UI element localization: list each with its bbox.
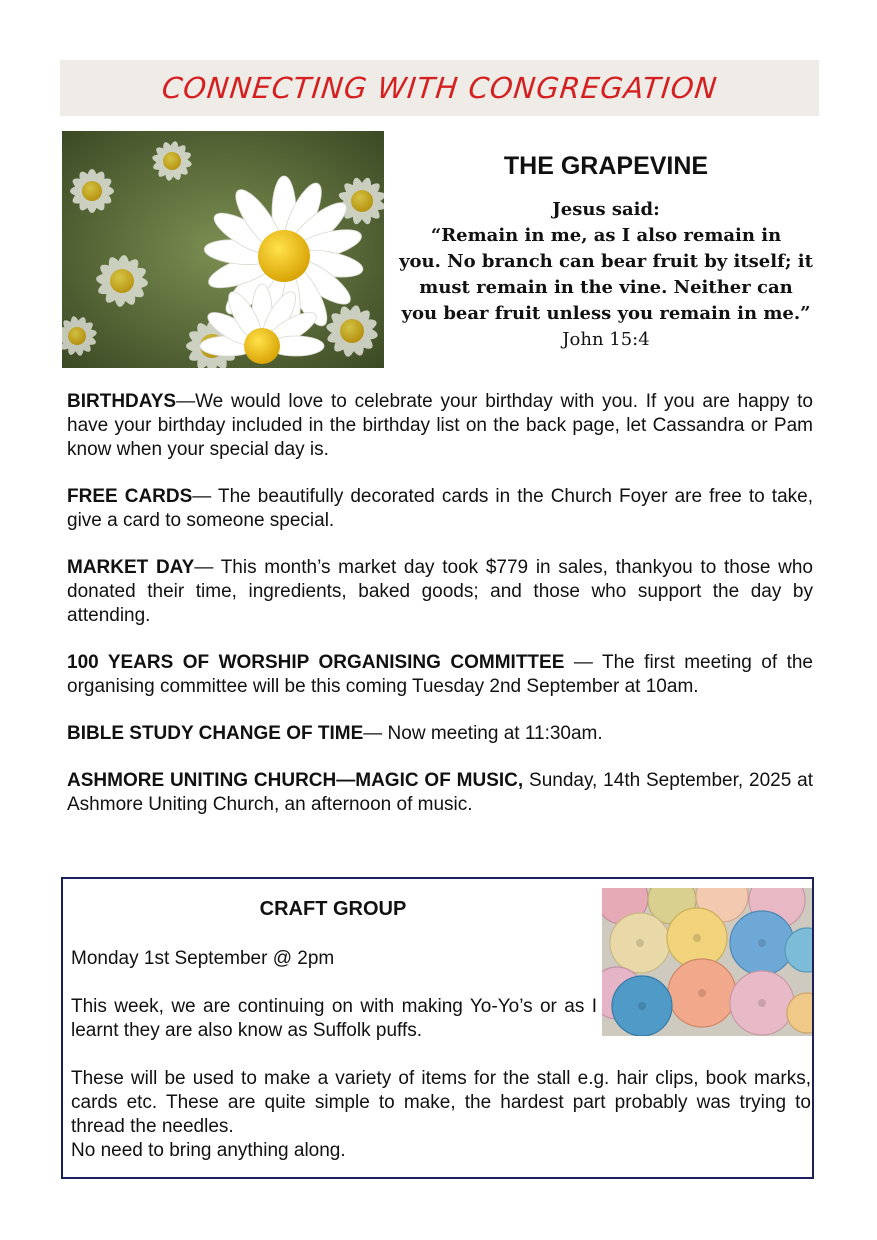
grapevine-section: [396, 148, 816, 353]
craft-group-box: [61, 877, 814, 1179]
craft-body: [71, 947, 811, 1163]
notice-body: — This month’s market day took $779 in sales, thankyou to those who donated their time, ingredients, baked goods; and those who support the day by attending.: [67, 557, 813, 626]
grapevine-title: THE GRAPEVINE: [503, 152, 709, 180]
notice-body: — The first meeting of the organising committee will be this coming Tuesday 2nd September at 10am.: [67, 652, 814, 697]
verse-line: must remain in the vine. Neither can: [419, 277, 793, 298]
verse-reference: John 15:4: [562, 329, 650, 350]
notice-worship-committee: [67, 651, 813, 699]
notice-heading: BIRTHDAYS: [67, 391, 177, 412]
notice-market-day: [67, 556, 813, 628]
verse-line: you. No branch can bear fruit by itself; it: [399, 251, 813, 272]
notice-birthdays: [67, 390, 813, 462]
craft-paragraph: No need to bring anything along.: [71, 1140, 346, 1161]
header-banner: [60, 60, 819, 116]
notice-heading: 100 YEARS OF WORSHIP ORGANISING COMMITTEE: [67, 652, 565, 673]
notice-magic-of-music: [67, 769, 813, 817]
notice-heading: ASHMORE UNITING CHURCH—MAGIC OF MUSIC,: [67, 770, 524, 791]
craft-paragraph: These will be used to make a variety of items for the stall e.g. hair clips, book marks, cards etc. These are quite simple to make, the hardest part probably was trying to thread the needles.: [71, 1068, 811, 1137]
notice-bible-study: [67, 722, 813, 746]
verse-intro: Jesus said:: [552, 199, 660, 220]
notices-list: [67, 390, 813, 840]
notice-heading: FREE CARDS: [67, 486, 193, 507]
notice-body: — Now meeting at 11:30am.: [363, 723, 603, 744]
notice-body: — The beautifully decorated cards in the Church Foyer are free to take, give a card to someone special.: [67, 486, 813, 531]
notice-heading: BIBLE STUDY CHANGE OF TIME: [67, 723, 364, 744]
notice-heading: MARKET DAY: [67, 557, 195, 578]
page-title: CONNECTING WITH CONGREGATION: [160, 71, 719, 105]
daisy-photo: [62, 131, 384, 368]
notice-body: —We would love to celebrate your birthday with you. If you are happy to have your birthday included in the birthday list on the back page, let Cassandra or Pam know when your special day is.: [67, 391, 813, 460]
notice-body: Sunday, 14th September, 2025 at Ashmore Uniting Church, an afternoon of music.: [67, 770, 813, 815]
craft-paragraph: This week, we are continuing on with making Yo-Yo’s or as I learnt they are also know as Suffolk puffs.: [71, 996, 597, 1041]
notice-free-cards: [67, 485, 813, 533]
verse-line: you bear fruit unless you remain in me.”: [401, 303, 811, 324]
craft-date: Monday 1st September @ 2pm: [71, 948, 335, 969]
craft-title: CRAFT GROUP: [259, 898, 407, 920]
verse-line: “Remain in me, as I also remain in: [430, 225, 782, 246]
